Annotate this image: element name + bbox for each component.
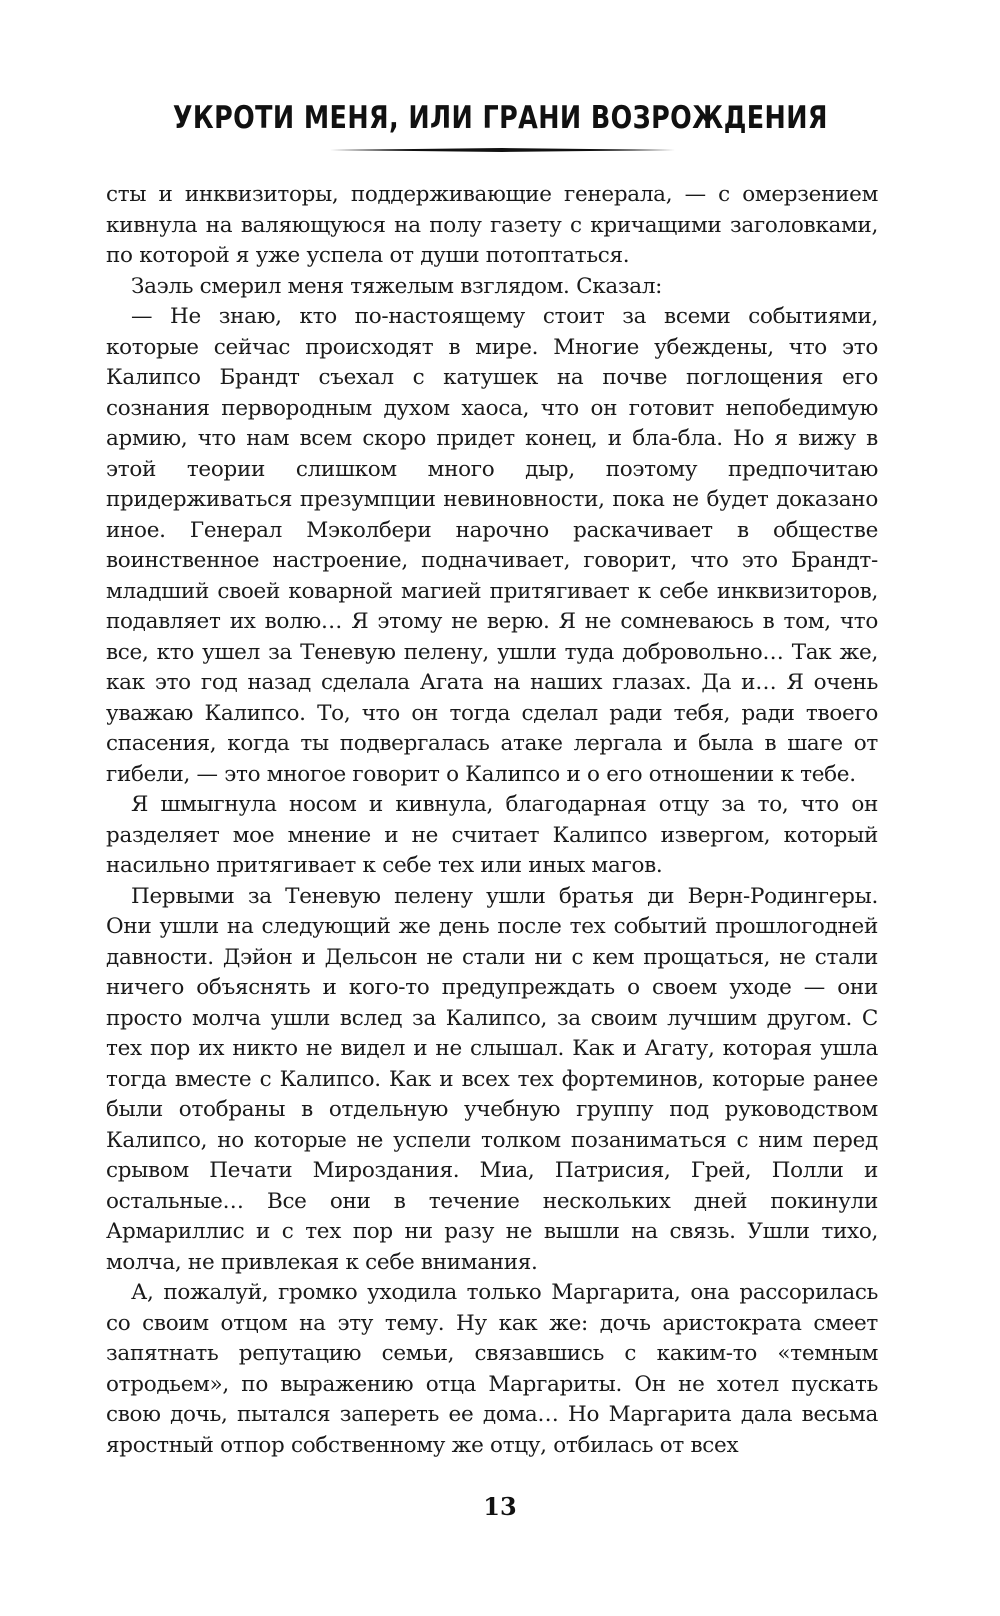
running-header: [0, 100, 1000, 136]
paragraph: — Не знаю, кто по-настоящему стоит за всеми событиями, которые сейчас происходят в мире. Многие убеждены, что это Калипсо Брандт съехал с катушек на почве поглощения его сознания первородным духом хаоса, что он готовит непобедимую армию, что нам всем скоро придет конец, и бла-бла. Но я вижу в этой теории слишком много дыр, поэтому предпочитаю придерживаться презумпции невиновности, пока не будет доказано иное. Генерал Мэколбери нарочно раскачивает в обществе воинственное настроение, подначивает, говорит, что это Брандт-младший своей коварной магией притягивает к себе инквизиторов, подавляет их волю… Я этому не верю. Я не сомневаюсь в том, что все, кто ушел за Теневую пелену, ушли туда добровольно… Так же, как это год назад сделала Агата на наших глазах. Да и… Я очень уважаю Калипсо. То, что он тогда сделал ради тебя, ради твоего спасения, когда ты подвергалась атаке лергала и была в шаге от гибели, — это многое говорит о Калипсо и о его отношении к тебе.: [106, 304, 878, 787]
paragraph: Заэль смерил меня тяжелым взглядом. Сказал:: [131, 273, 663, 299]
paragraph: Я шмыгнула носом и кивнула, благодарная отцу за то, что он разделяет мое мнение и не считает Калипсо извергом, который насильно притягивает к себе тех или иных магов.: [106, 792, 878, 878]
book-title: УКРОТИ МЕНЯ, ИЛИ ГРАНИ ВОЗРОЖДЕНИЯ: [172, 100, 828, 136]
paragraph: А, пожалуй, громко уходила только Маргарита, она рассорилась со своим отцом на эту тему. Ну как же: дочь аристократа смеет запятнать репутацию семьи, связавшись с каким-то «темным отродьем», по выражению отца Маргариты. Он не хотел пускать свою дочь, пытался запереть ее дома… Но Маргарита дала весьма яростный отпор собственному же отцу, отбилась от всех: [106, 1280, 878, 1458]
header-rule: [330, 148, 675, 152]
page-number: 13: [483, 1492, 517, 1521]
paragraph: сты и инквизиторы, поддерживающие генерала, — с омерзением кивнула на валяющуюся на полу газету с кричащими заголовками, по которой я уже успела от души потоптаться.: [106, 182, 878, 268]
paragraph: Первыми за Теневую пелену ушли братья ди Верн-Родингеры. Они ушли на следующий же день после тех событий прошлогодней давности. Дэйон и Дельсон не стали ни с кем прощаться, не стали ничего объяснять и кого-то предупреждать о своем уходе — они просто молча ушли вслед за Калипсо, за своим лучшим другом. С тех пор их никто не видел и не слышал. Как и Агату, которая ушла тогда вместе с Калипсо. Как и всех тех фортеминов, которые ранее были отобраны в отдельную учебную группу под руководством Калипсо, но которые не успели толком позаниматься с ним перед срывом Печати Мироздания. Миа, Патрисия, Грей, Полли и остальные… Все они в течение нескольких дней покинули Армариллис и с тех пор ни разу не вышли на связь. Ушли тихо, молча, не привлекая к себе внимания.: [106, 883, 878, 1275]
body-text: [106, 180, 878, 1461]
